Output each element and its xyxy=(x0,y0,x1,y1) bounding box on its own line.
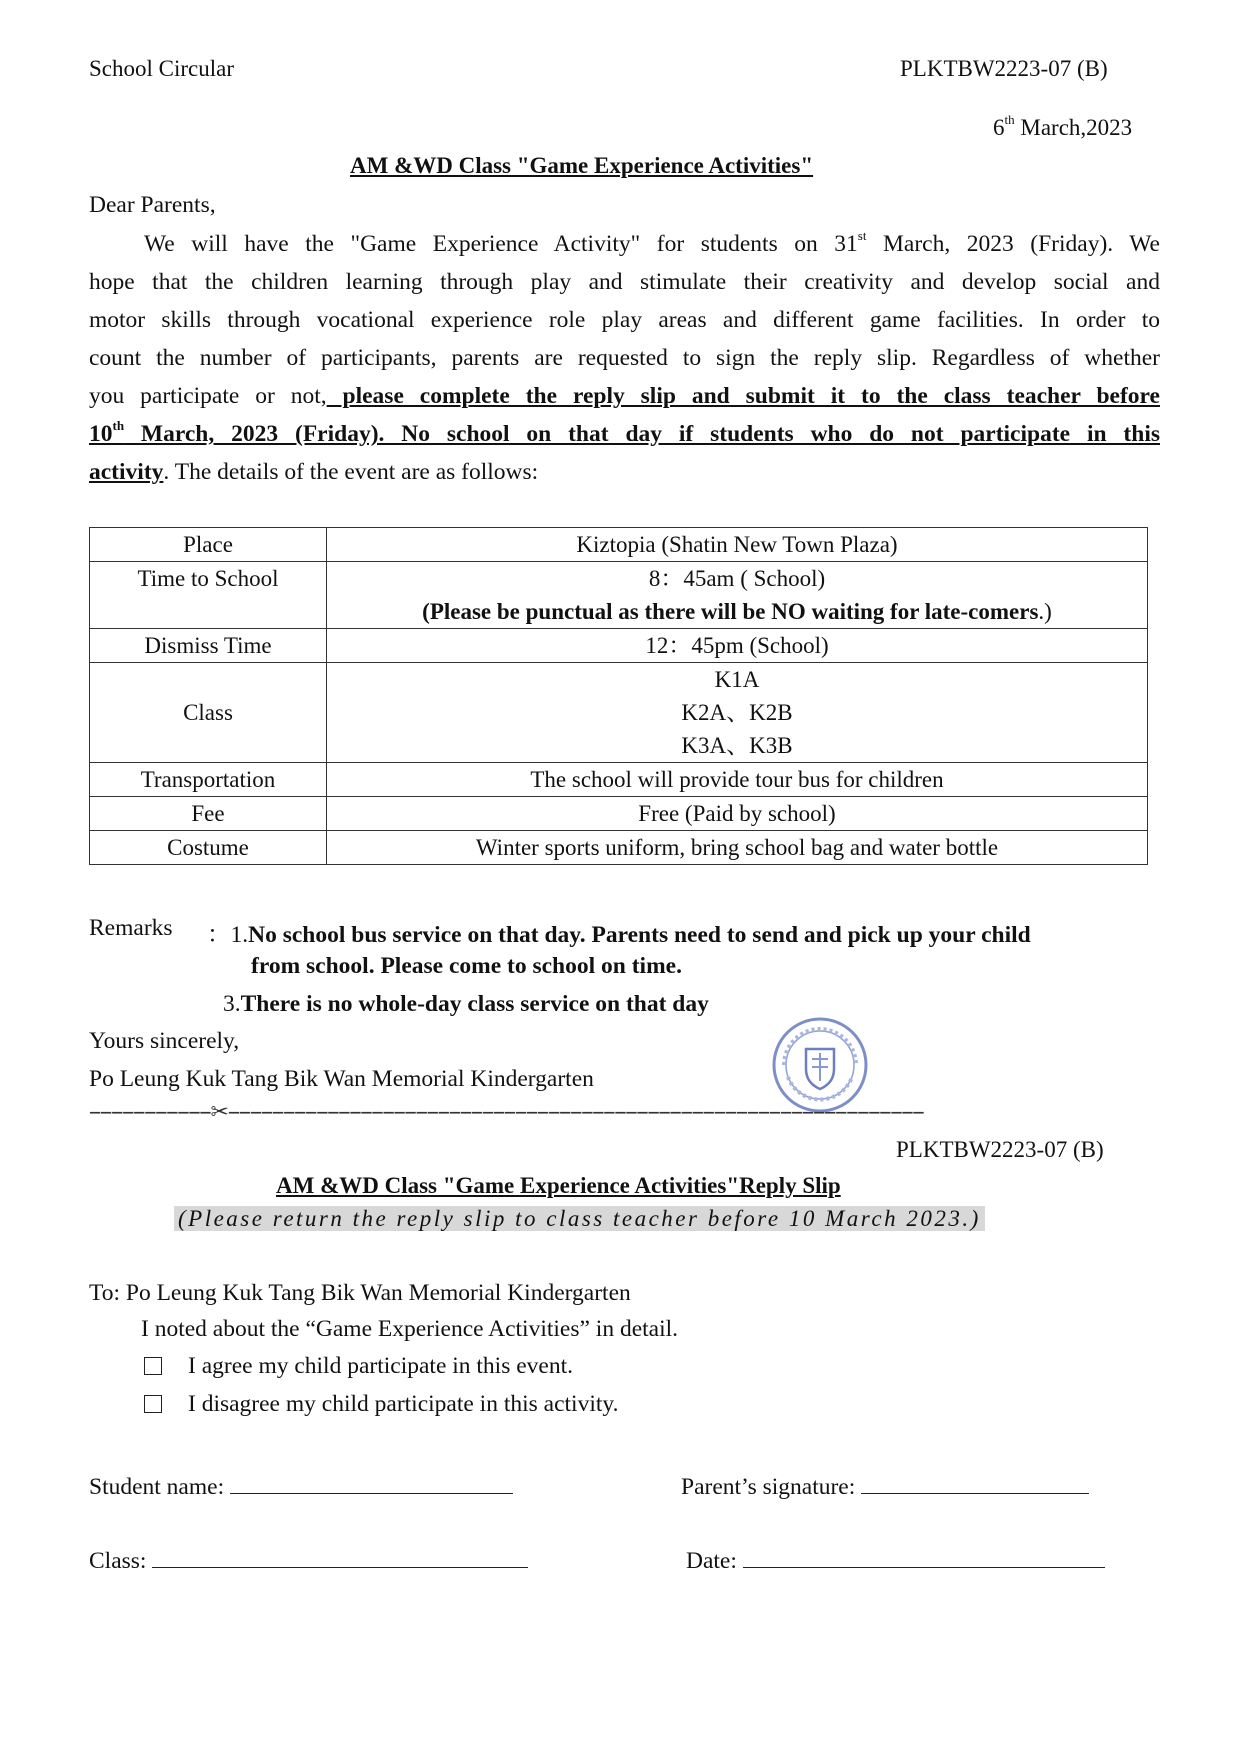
remark-1-line-1: ：1.No school bus service on that day. Parents need to send and pick up your child xyxy=(207,922,1031,948)
reply-slip-title: AM &WD Class "Game Experience Activities"Reply Slip xyxy=(276,1173,841,1198)
transport-label: Transportation xyxy=(90,763,327,797)
body-line-2: hope that the children learning through play and stimulate their creativity and develop social and xyxy=(89,269,1160,295)
place-value: Kiztopia (Shatin New Town Plaza) xyxy=(327,528,1148,562)
dismiss-value: 12：45pm (School) xyxy=(327,629,1148,663)
costume-value: Winter sports uniform, bring school bag and water bottle xyxy=(327,831,1148,865)
body-line-3: motor skills through vocational experience role play areas and different game facilities. In order to xyxy=(89,307,1160,333)
student-name-input[interactable] xyxy=(230,1471,513,1494)
table-row-fee xyxy=(90,797,1148,831)
disagree-checkbox[interactable] xyxy=(144,1395,162,1413)
fee-label: Fee xyxy=(90,797,327,831)
class-input[interactable] xyxy=(152,1545,528,1568)
dismiss-label: Dismiss Time xyxy=(90,629,327,663)
page-title: AM &WD Class "Game Experience Activities" xyxy=(350,153,814,178)
reference-number: PLKTBW2223-07 (B) xyxy=(900,56,1108,81)
agree-option[interactable]: I agree my child participate in this event. xyxy=(144,1353,573,1380)
school-name: Po Leung Kuk Tang Bik Wan Memorial Kindergarten xyxy=(89,1066,594,1092)
reply-slip-instruction: (Please return the reply slip to class teacher before 10 March 2023.) xyxy=(174,1206,985,1232)
table-row-costume xyxy=(90,831,1148,865)
agree-checkbox[interactable] xyxy=(144,1357,162,1375)
remark-3: 3.There is no whole-day class service on that day xyxy=(223,991,709,1017)
remark-1-line-2: from school. Please come to school on time. xyxy=(251,953,682,979)
date-input[interactable] xyxy=(743,1545,1105,1568)
class-field[interactable]: Class: xyxy=(89,1545,528,1575)
cut-line: −−−−−−−−−−−✂−−−−−−−−−−−−−−−−−−−−−−−−−−−−−−−−−−−−−−−−−−−−−−−−−−−−−−−−−−−−−−− xyxy=(89,1100,924,1125)
greeting: Dear Parents, xyxy=(89,192,216,218)
disagree-option[interactable]: I disagree my child participate in this activity. xyxy=(144,1391,618,1418)
class-value: K3A、K3B xyxy=(681,733,793,758)
class-value: K2A、K2B xyxy=(681,700,793,725)
remarks-label: Remarks xyxy=(89,915,173,941)
body-line-4: count the number of participants, parents are requested to sign the reply slip. Regardless of whether xyxy=(89,345,1160,371)
table-row-transportation xyxy=(90,763,1148,797)
reply-acknowledgement: I noted about the “Game Experience Activities” in detail. xyxy=(141,1316,679,1342)
body-line-1: We will have the "Game Experience Activity" for students on 31st March, 2023 (Friday). We xyxy=(144,228,1160,257)
event-details-table xyxy=(89,527,1148,865)
body-paragraph xyxy=(89,225,1160,491)
reply-reference-number: PLKTBW2223-07 (B) xyxy=(896,1137,1104,1162)
parent-signature-field[interactable]: Parent’s signature: xyxy=(681,1471,1089,1501)
scissors-icon: ✂ xyxy=(210,1100,228,1125)
parent-signature-input[interactable] xyxy=(861,1471,1089,1494)
student-name-field[interactable]: Student name: xyxy=(89,1471,513,1501)
body-line-7: activity. The details of the event are as follows: xyxy=(89,459,539,485)
table-row-dismiss xyxy=(90,629,1148,663)
body-line-5: you participate or not, please complete the reply slip and submit it to the class teacher before xyxy=(89,383,1160,409)
table-row-class xyxy=(90,663,1148,763)
circular-date: 6th March,2023 xyxy=(993,112,1133,140)
costume-label: Costume xyxy=(90,831,327,865)
place-label: Place xyxy=(90,528,327,562)
class-values-cell xyxy=(327,663,1148,763)
fee-value: Free (Paid by school) xyxy=(327,797,1148,831)
body-line-6: 10th March, 2023 (Friday). No school on that day if students who do not participate in this xyxy=(89,418,1160,447)
time-value: 8：45am ( School) xyxy=(648,566,826,591)
class-value: K1A xyxy=(714,667,760,692)
time-label: Time to School xyxy=(90,562,327,629)
class-label: Class xyxy=(90,663,327,763)
transport-value: The school will provide tour bus for children xyxy=(327,763,1148,797)
closing-sincerely: Yours sincerely, xyxy=(89,1028,240,1054)
time-value-cell xyxy=(327,562,1148,629)
reply-addressee: To: Po Leung Kuk Tang Bik Wan Memorial Kindergarten xyxy=(89,1280,631,1306)
table-row-place xyxy=(90,528,1148,562)
date-field[interactable]: Date: xyxy=(686,1545,1105,1575)
table-row-time xyxy=(90,562,1148,629)
circular-label: School Circular xyxy=(89,56,234,81)
time-note: (Please be punctual as there will be NO waiting for late-comers.) xyxy=(422,599,1052,624)
